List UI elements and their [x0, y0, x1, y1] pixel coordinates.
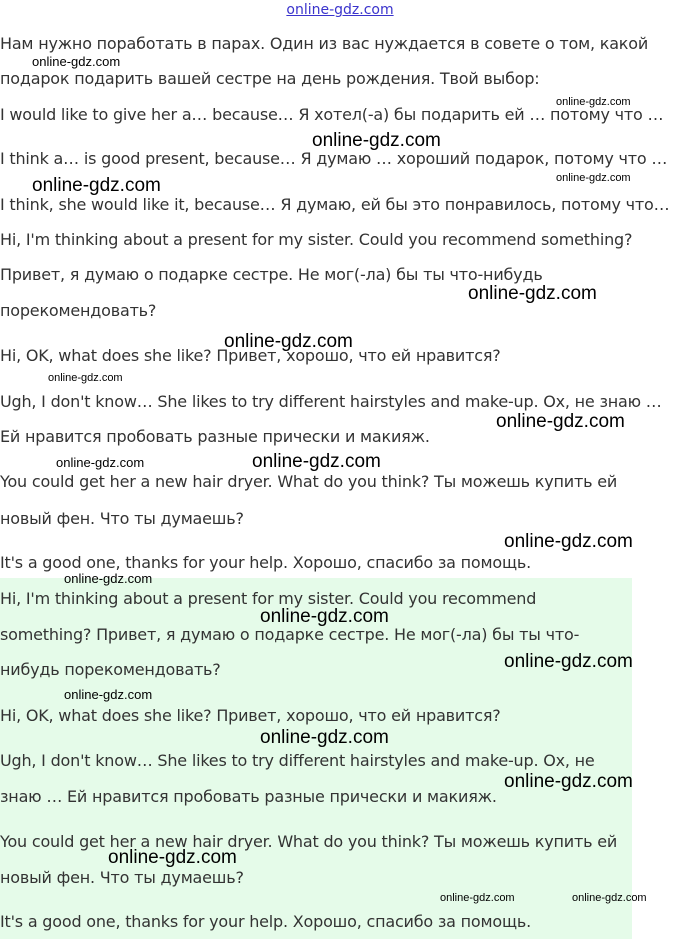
- dialogue-line: It's a good one, thanks for your help. Хорошо, спасибо за помощь.: [0, 553, 531, 572]
- intro-line: I think, she would like it, because… Я думаю, ей бы это понравилось, потому что…: [0, 195, 670, 214]
- dialogue-line: Привет, я думаю о подарке сестре. Не мог(-ла) бы ты что-нибудь: [0, 265, 543, 284]
- watermark: online-gdz.com: [32, 54, 121, 69]
- watermark: online-gdz.com: [56, 455, 145, 470]
- watermark: online-gdz.com: [556, 172, 631, 184]
- dialogue-line: You could get her a new hair dryer. What do you think? Ты можешь купить ей: [0, 472, 618, 491]
- watermark: online-gdz.com: [252, 451, 381, 472]
- answer-line: знаю … Ей нравится пробовать разные прически и макияж.: [0, 787, 497, 806]
- intro-line: I think a… is good present, because… Я думаю … хороший подарок, потому что …: [0, 149, 668, 168]
- watermark: online-gdz.com: [556, 96, 631, 108]
- answer-line: It's a good one, thanks for your help. Хорошо, спасибо за помощь.: [0, 912, 531, 931]
- answer-line: Hi, OK, what does she like? Привет, хорошо, что ей нравится?: [0, 706, 501, 725]
- watermark: online-gdz.com: [48, 372, 123, 384]
- watermark: online-gdz.com: [108, 847, 237, 868]
- answer-line: something? Привет, я думаю о подарке сестре. Не мог(-ла) бы ты что-: [0, 625, 580, 644]
- answer-line: нибудь порекомендовать?: [0, 660, 221, 679]
- dialogue-line: Ей нравится пробовать разные прически и макияж.: [0, 427, 430, 446]
- dialogue-line: новый фен. Что ты думаешь?: [0, 509, 244, 528]
- site-title-link[interactable]: online-gdz.com: [286, 2, 394, 18]
- intro-line: Нам нужно поработать в парах. Один из вас нуждается в совете о том, какой: [0, 34, 649, 53]
- watermark: online-gdz.com: [224, 331, 353, 352]
- watermark: online-gdz.com: [468, 283, 597, 304]
- watermark: online-gdz.com: [312, 130, 441, 151]
- watermark: online-gdz.com: [572, 892, 647, 904]
- answer-line: Hi, I'm thinking about a present for my sister. Could you recommend: [0, 589, 537, 608]
- watermark: online-gdz.com: [64, 687, 153, 702]
- answer-line: Ugh, I don't know… She likes to try different hairstyles and make-up. Ох, не: [0, 751, 595, 770]
- watermark: online-gdz.com: [496, 411, 625, 432]
- dialogue-line: Ugh, I don't know… She likes to try different hairstyles and make-up. Ох, не знаю …: [0, 392, 662, 411]
- watermark: online-gdz.com: [440, 892, 515, 904]
- watermark: online-gdz.com: [504, 651, 633, 672]
- dialogue-line: порекомендовать?: [0, 301, 157, 320]
- watermark: online-gdz.com: [32, 175, 161, 196]
- answer-line: You could get her a new hair dryer. What do you think? Ты можешь купить ей: [0, 832, 618, 851]
- intro-line: I would like to give her a… because… Я хотел(-а) бы подарить ей … потому что …: [0, 105, 664, 124]
- answer-line: новый фен. Что ты думаешь?: [0, 868, 244, 887]
- watermark: online-gdz.com: [504, 531, 633, 552]
- dialogue-line: Hi, I'm thinking about a present for my sister. Could you recommend something?: [0, 230, 633, 249]
- watermark: online-gdz.com: [260, 606, 389, 627]
- intro-line: подарок подарить вашей сестре на день рождения. Твой выбор:: [0, 69, 540, 88]
- watermark: online-gdz.com: [260, 727, 389, 748]
- watermark: online-gdz.com: [64, 571, 153, 586]
- dialogue-line: Hi, OK, what does she like? Привет, хорошо, что ей нравится?: [0, 346, 501, 365]
- watermark: online-gdz.com: [504, 771, 633, 792]
